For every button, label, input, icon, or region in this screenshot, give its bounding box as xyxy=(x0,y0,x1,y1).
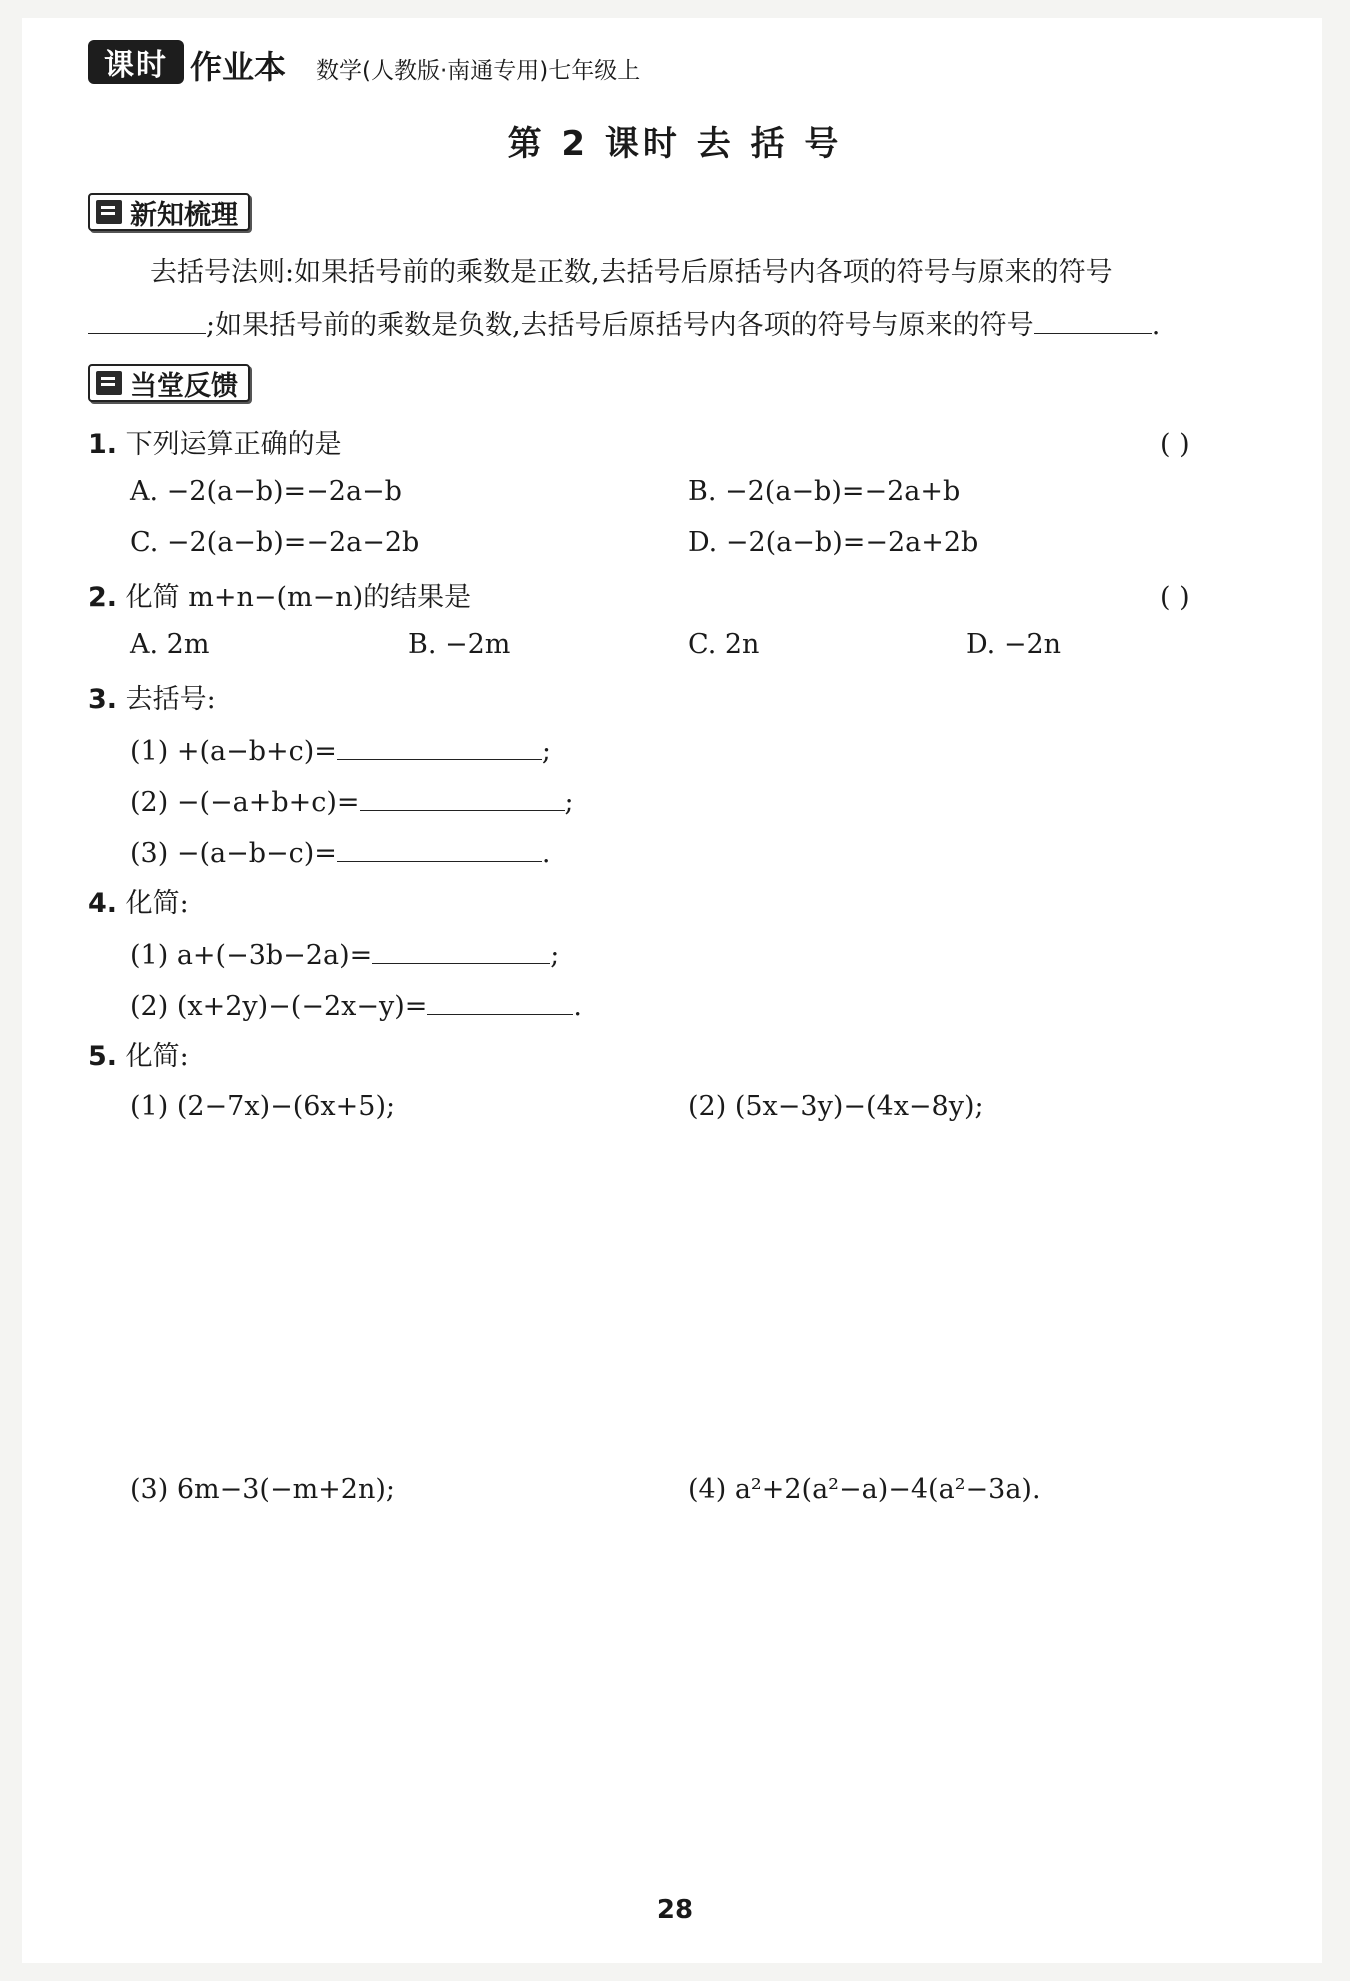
question-4: 4. 化简: xyxy=(88,888,189,919)
question-3: 3. 去括号: xyxy=(88,684,216,715)
sub-question: (2) (5x−3y)−(4x−8y); xyxy=(688,1091,984,1122)
sub-question: (2) (x+2y)−(−2x−y)= . xyxy=(130,986,582,1027)
answer-blank[interactable] xyxy=(360,782,565,811)
section-new-knowledge xyxy=(88,193,250,231)
answer-blank[interactable] xyxy=(337,731,542,760)
book-title: 作业本 xyxy=(190,48,287,86)
option-a: A. −2(a−b)=−2a−b xyxy=(130,476,402,507)
option-a: A. 2m xyxy=(130,629,210,660)
question-2: 2. 化简 m+n−(m−n)的结果是 xyxy=(88,582,472,613)
book-subtitle: 数学(人教版·南通专用)七年级上 xyxy=(316,58,641,84)
pencil-icon xyxy=(96,371,122,395)
question-1: 1. 下列运算正确的是 xyxy=(88,429,342,460)
sub-question: (1) (2−7x)−(6x+5); xyxy=(130,1091,396,1122)
sub-question: (4) a²+2(a²−a)−4(a²−3a). xyxy=(688,1474,1041,1505)
sub-question: (1) a+(−3b−2a)= ; xyxy=(130,935,559,976)
option-b: B. −2(a−b)=−2a+b xyxy=(688,476,961,507)
answer-blank[interactable] xyxy=(372,935,550,964)
lesson-title: 第 2 课时 去 括 号 xyxy=(507,124,843,164)
rule-line-1: 去括号法则:如果括号前的乘数是正数,去括号后原括号内各项的符号与原来的符号 xyxy=(150,257,1113,288)
answer-paren[interactable]: ( ) xyxy=(1160,429,1190,460)
option-c: C. −2(a−b)=−2a−2b xyxy=(130,527,420,558)
section-label: 新知梳理 xyxy=(130,199,238,231)
sub-question: (1) +(a−b+c)= ; xyxy=(130,731,551,772)
brand-logo: 课时 xyxy=(88,40,184,84)
section-label: 当堂反馈 xyxy=(130,370,238,402)
option-b: B. −2m xyxy=(408,629,511,660)
answer-blank[interactable] xyxy=(88,305,206,334)
sub-question: (3) −(a−b−c)= . xyxy=(130,833,550,874)
answer-blank[interactable] xyxy=(337,833,542,862)
sub-question: (3) 6m−3(−m+2n); xyxy=(130,1474,395,1505)
answer-blank[interactable] xyxy=(1034,305,1152,334)
option-d: D. −2(a−b)=−2a+2b xyxy=(688,527,979,558)
book-icon xyxy=(96,200,122,224)
section-classroom-feedback xyxy=(88,364,250,402)
answer-blank[interactable] xyxy=(427,986,573,1015)
answer-paren[interactable]: ( ) xyxy=(1160,582,1190,613)
option-d: D. −2n xyxy=(966,629,1062,660)
page-number: 28 xyxy=(656,1895,694,1925)
sub-question: (2) −(−a+b+c)= ; xyxy=(130,782,574,823)
question-5: 5. 化简: xyxy=(88,1041,189,1072)
option-c: C. 2n xyxy=(688,629,760,660)
rule-line-2: ;如果括号前的乘数是负数,去括号后原括号内各项的符号与原来的符号 . xyxy=(88,305,1160,346)
